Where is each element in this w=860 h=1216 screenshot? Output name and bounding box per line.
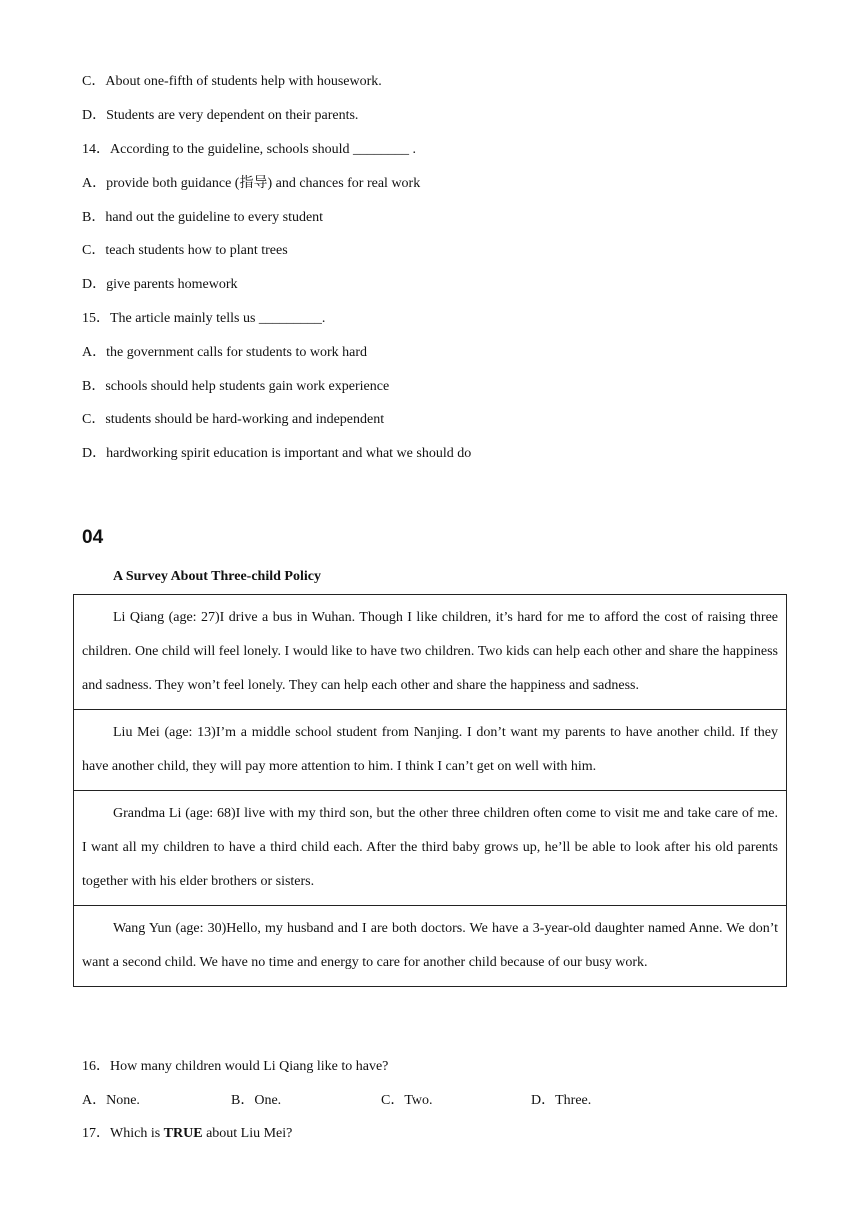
survey-entry-wang-yun: Wang Yun (age: 30)Hello, my husband and I are both doctors. We have a 3-year-old daughter named Anne. We don’t want a second child. We have no time and energy to care for another child because of our busy work.: [74, 906, 787, 987]
q14-option-c: C．teach students how to plant trees: [82, 243, 288, 258]
q14-option-a: A．provide both guidance (指导) and chances for real work: [82, 176, 421, 191]
table-row: [74, 710, 787, 791]
q17-stem-before: 17．Which is: [82, 1126, 164, 1141]
q14-option-b: B．hand out the guideline to every student: [82, 210, 324, 225]
q15-stem: 15．The article mainly tells us _________.: [82, 311, 326, 326]
q17-stem-after: about Liu Mei?: [202, 1126, 293, 1141]
q14-stem: 14．According to the guideline, schools should ________ .: [82, 142, 417, 157]
q17-stem-emphasis: TRUE: [163, 1126, 203, 1141]
q15-option-a: A．the government calls for students to work hard: [82, 345, 367, 360]
table-row: [74, 791, 787, 906]
table-title: A Survey About Three-child Policy: [113, 569, 321, 584]
survey-entry-grandma-li: Grandma Li (age: 68)I live with my third son, but the other three children often come to visit me and take care of me. I want all my children to have a third child each. After the third baby grows up, he’ll be able to look after his old parents together with his elder brothers or sisters.: [74, 791, 787, 906]
q15-option-d: D．hardworking spirit education is important and what we should do: [82, 446, 472, 461]
q13-option-d: D．Students are very dependent on their parents.: [82, 108, 359, 123]
q15-option-b: B．schools should help students gain work experience: [82, 379, 390, 394]
q13-option-c: C．About one-fifth of students help with housework.: [82, 74, 382, 89]
survey-entry-li-qiang: Li Qiang (age: 27)I drive a bus in Wuhan. Though I like children, it’s hard for me to afford the cost of raising three children. One child will feel lonely. I would like to have two children. Two kids can help each other and share the happiness and sadness. They won’t feel lonely. They can help each other and share the happiness and sadness.: [74, 595, 787, 710]
q16-option-c: C．Two.: [381, 1093, 433, 1108]
q17-stem: [82, 1124, 292, 1144]
q14-option-d: D．give parents homework: [82, 277, 238, 292]
q15-option-c: C．students should be hard-working and independent: [82, 412, 385, 427]
q16-option-d: D．Three.: [531, 1093, 592, 1108]
q16-option-b: B．One.: [231, 1093, 282, 1108]
table-row: [74, 595, 787, 710]
survey-entry-liu-mei: Liu Mei (age: 13)I’m a middle school student from Nanjing. I don’t want my parents to have another child. If they have another child, they will pay more attention to him. I think I can’t get on well with him.: [74, 710, 787, 791]
q16-stem: 16．How many children would Li Qiang like to have?: [82, 1059, 389, 1074]
section-number: 04: [82, 527, 104, 548]
q16-option-a: A．None.: [82, 1093, 140, 1108]
table-row: [74, 906, 787, 987]
survey-table: [73, 594, 787, 987]
